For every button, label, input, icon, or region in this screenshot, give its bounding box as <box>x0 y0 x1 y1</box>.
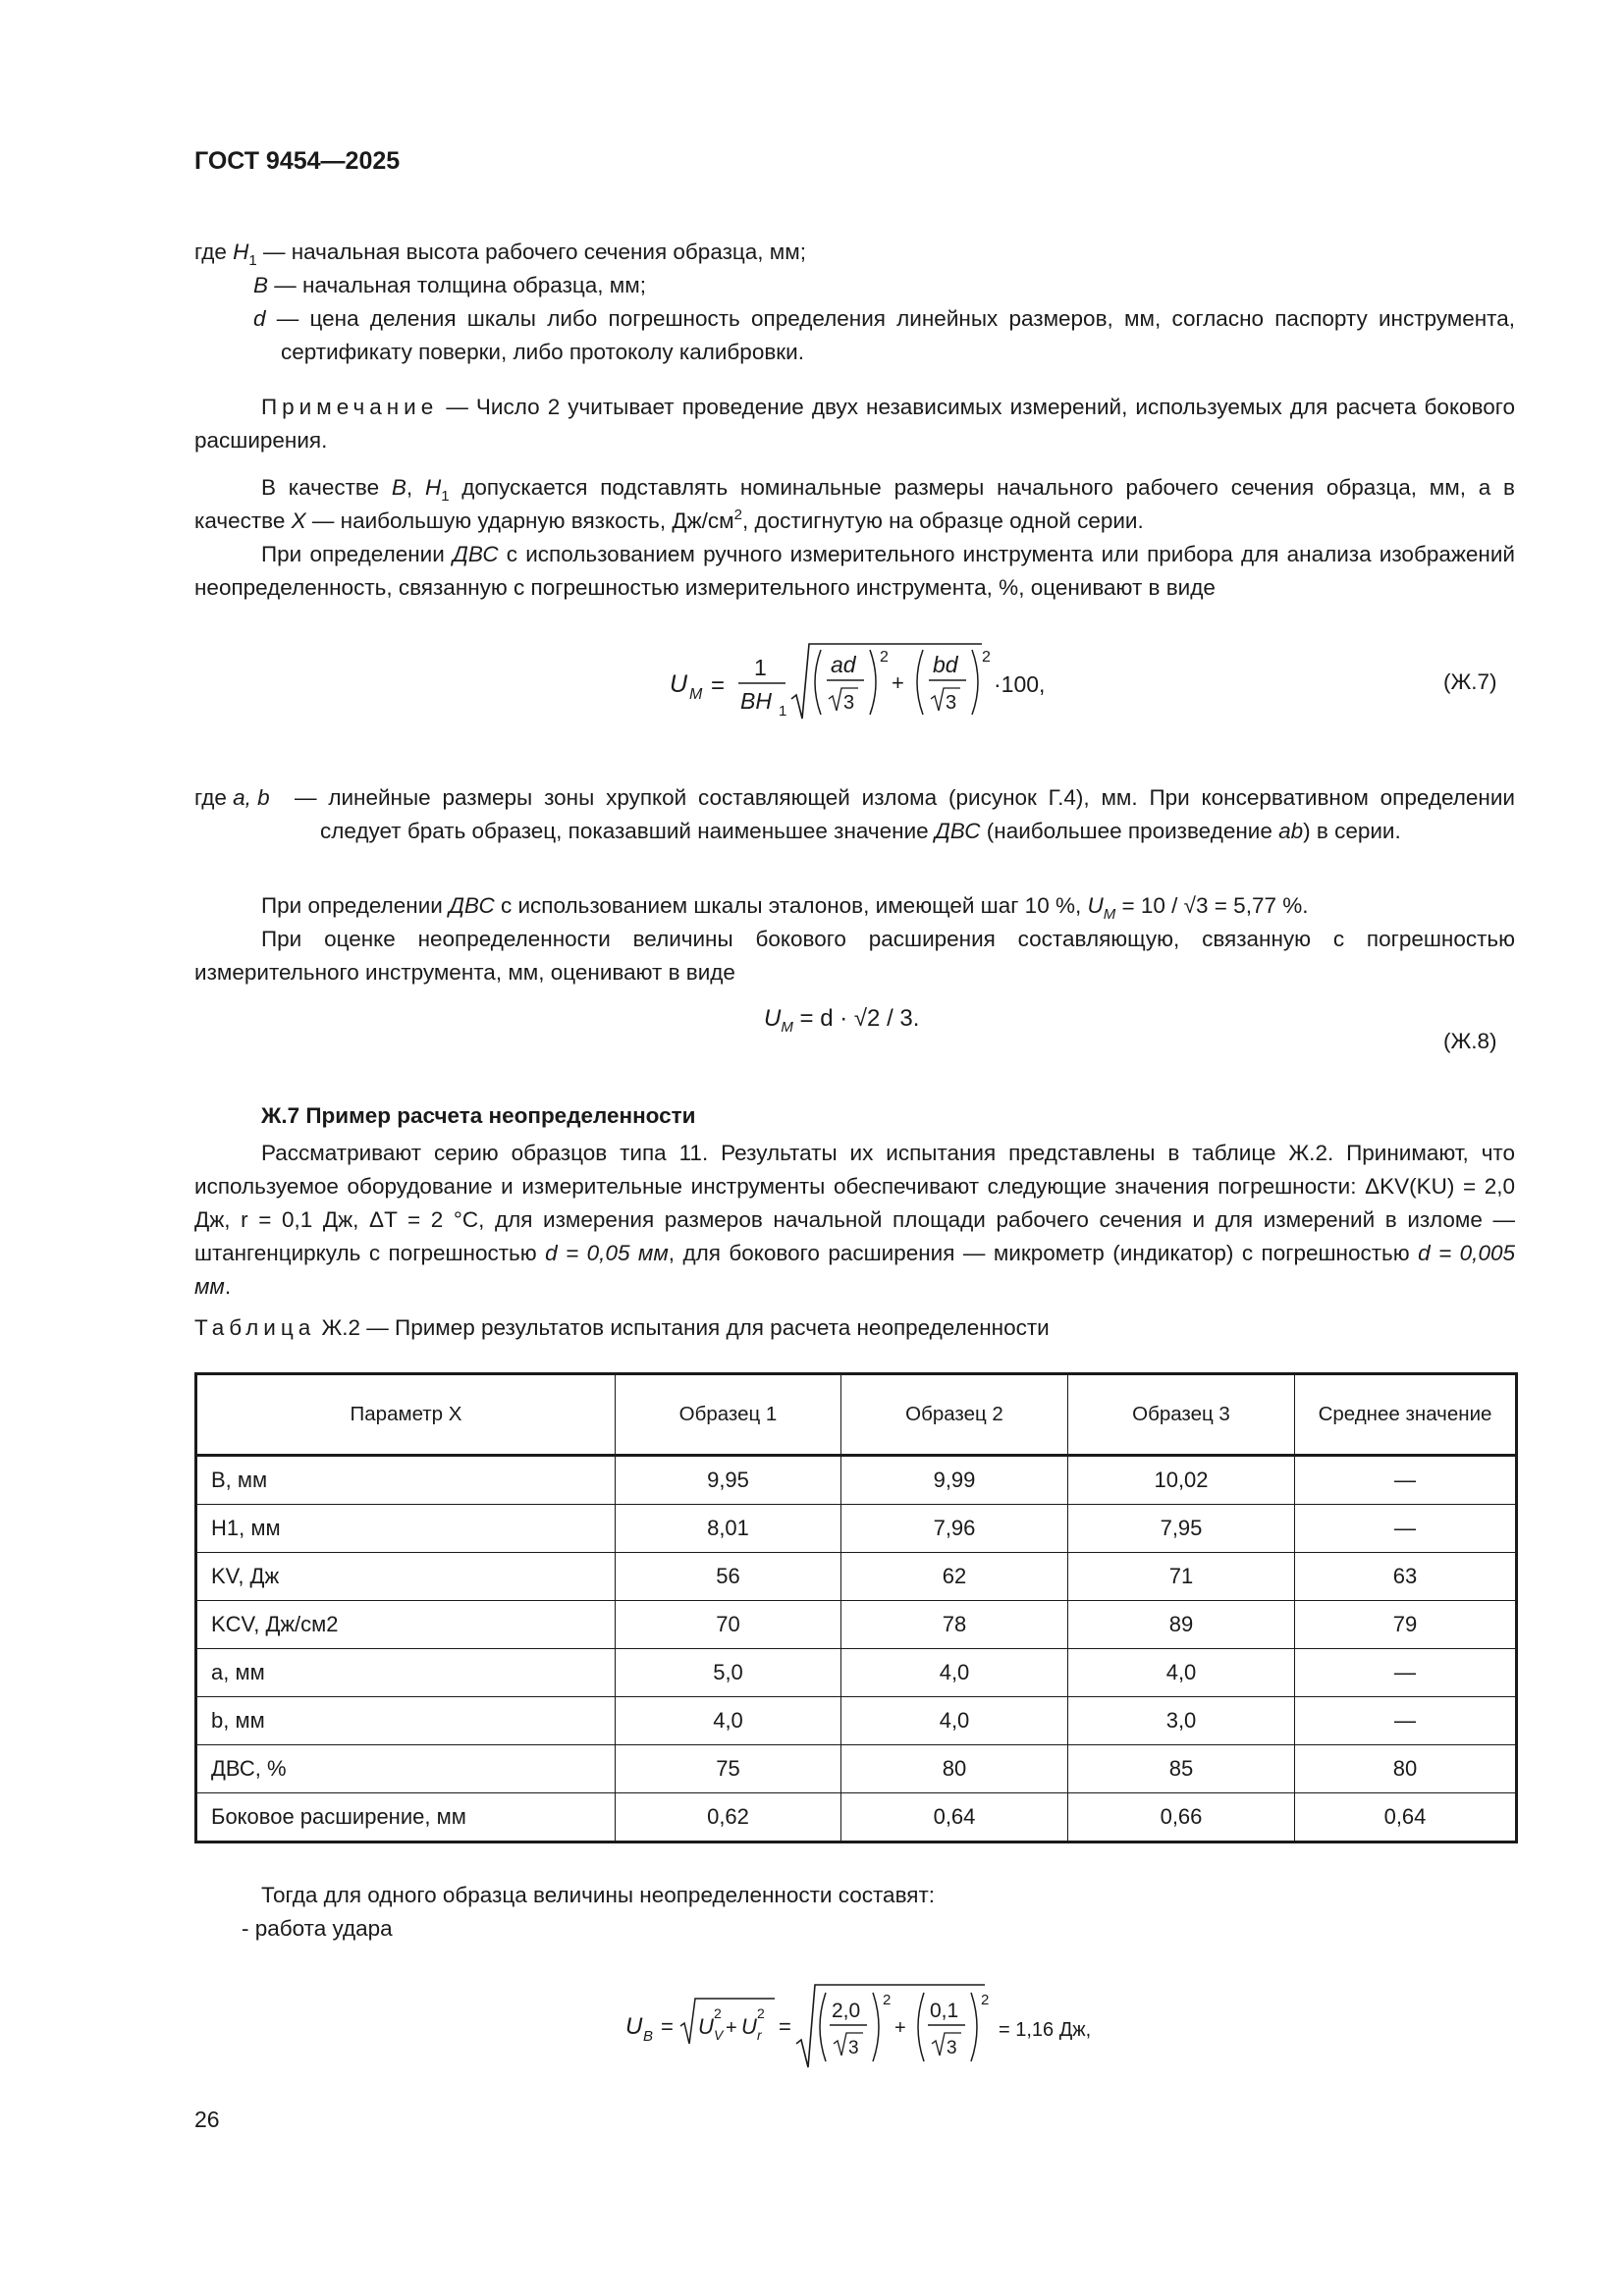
after-table-paragraph: Тогда для одного образца величины неопределенности составят: <box>261 1883 936 1907</box>
cell-v1: 5,0 <box>616 1649 841 1697</box>
eq8-u-sub: M <box>781 1019 793 1036</box>
scale-text-1: При определении <box>261 893 450 918</box>
cell-v3: 7,95 <box>1068 1505 1295 1553</box>
section-paragraph <box>194 1137 1515 1304</box>
scale-u-sub: M <box>1103 906 1116 923</box>
cell-avg: — <box>1295 1649 1517 1697</box>
cell-avg: — <box>1295 1505 1517 1553</box>
note-text: — Число 2 учитывает проведение двух независимых измерений, используемых для расчета бокового расширения. <box>194 395 1515 453</box>
subst-h-sub: 1 <box>441 488 450 505</box>
cell-param: b, мм <box>196 1697 616 1745</box>
eq7-paren-l2 <box>917 650 923 715</box>
scale-u: U <box>1087 893 1104 918</box>
th-param: Параметр X <box>196 1374 616 1456</box>
document-header: ГОСТ 9454—2025 <box>194 147 401 175</box>
definition-d <box>253 302 1515 369</box>
eq7-paren-r2 <box>972 650 978 715</box>
subst-text-3: — наибольшую ударную вязкость, Дж/см <box>305 508 734 533</box>
cell-avg: — <box>1295 1697 1517 1745</box>
table-row <box>196 1793 1517 1842</box>
section-d1: d = 0,05 мм <box>545 1241 669 1265</box>
table-caption <box>194 1311 1050 1345</box>
section-text-3: , для бокового расширения — микрометр (индикатор) с погрешностью <box>668 1241 1419 1265</box>
ub-plus1: + <box>726 2017 737 2039</box>
table-row <box>196 1649 1517 1697</box>
cell-v2: 7,96 <box>841 1505 1068 1553</box>
cell-v1: 75 <box>616 1745 841 1793</box>
cell-v1: 0,62 <box>616 1793 841 1842</box>
cell-param: KCV, Дж/см2 <box>196 1601 616 1649</box>
ub-ur-pow: 2 <box>757 2005 765 2021</box>
table-caption-label: Таблица <box>194 1315 316 1340</box>
ub-ur-sub: r <box>757 2027 762 2043</box>
dvs-text-1: При определении <box>261 542 453 566</box>
impact-work-item: - работа удара <box>242 1916 393 1941</box>
ub-uv-sub: V <box>714 2027 724 2043</box>
scale-paragraph <box>261 889 1308 923</box>
cell-v3: 89 <box>1068 1601 1295 1649</box>
section-text-2: , для измерения размеров начальной площади рабочего сечения и для измерений в изломе — штангенциркуль с погрешностью <box>194 1207 1515 1265</box>
ub-lhs: U <box>625 2013 643 2040</box>
page-number: 26 <box>194 2107 220 2132</box>
note-paragraph <box>194 391 1515 457</box>
equation-zh8 <box>764 1005 920 1036</box>
table-caption-text: Ж.2 — Пример результатов испытания для расчета неопределенности <box>315 1315 1050 1340</box>
table-header-row <box>196 1374 1517 1456</box>
cell-v2: 9,99 <box>841 1456 1068 1505</box>
cell-v3: 4,0 <box>1068 1649 1295 1697</box>
cell-v3: 10,02 <box>1068 1456 1295 1505</box>
cell-v3: 71 <box>1068 1553 1295 1601</box>
ub-eq2: = <box>779 2014 791 2039</box>
cell-v1: 9,95 <box>616 1456 841 1505</box>
cell-avg: 79 <box>1295 1601 1517 1649</box>
cell-v3: 0,66 <box>1068 1793 1295 1842</box>
eq7-lhs: U <box>670 670 688 698</box>
dvs-term: ДВС <box>452 542 499 566</box>
substitution-paragraph: В качестве B, $H_1$ допускается подставлять номинальные размеры начального рабочего сечения образца, мм, а в качестве X — наибольшую ударную вязкость, $Дж/см^2$, достигнутую на образце одной серии. <box>194 475 1515 533</box>
cell-avg: 80 <box>1295 1745 1517 1793</box>
b-definition: — начальная толщина образца, мм; <box>268 273 646 297</box>
section-text-1: Рассматривают серию образцов типа 11. Результаты их испытания представлены в таблице Ж.2. Принимают, что используемое оборудование и измерительные инструменты обеспечивают следующие значения погрешности: <box>194 1141 1515 1199</box>
ub-ur: U <box>741 2014 757 2039</box>
eq7-paren-l1 <box>815 650 821 715</box>
subst-text-1: В качестве <box>261 475 392 500</box>
section-text-4: . <box>224 1274 232 1299</box>
cell-v2: 78 <box>841 1601 1068 1649</box>
ab-text-2: (наибольшее произведение <box>980 819 1279 843</box>
dvs-paragraph <box>194 538 1515 605</box>
ab-product: ab <box>1278 819 1304 843</box>
cell-v3: 85 <box>1068 1745 1295 1793</box>
eq7-number: (Ж.7) <box>1443 669 1497 694</box>
th-sample-2: Образец 2 <box>841 1374 1068 1456</box>
cell-avg: 0,64 <box>1295 1793 1517 1842</box>
scale-dvs: ДВС <box>449 893 495 918</box>
ub-num2: 0,1 <box>930 2000 959 2022</box>
ub-paren-l1 <box>820 1993 826 2061</box>
cell-param: a, мм <box>196 1649 616 1697</box>
eq8-number: (Ж.8) <box>1443 1029 1497 1053</box>
cell-param: ДВС, % <box>196 1745 616 1793</box>
cell-v3: 3,0 <box>1068 1697 1295 1745</box>
ub-plus2: + <box>894 2017 906 2039</box>
definition-ab <box>295 781 1515 848</box>
equation-zh7 <box>648 628 1080 736</box>
ub-paren-l2 <box>918 1993 924 2061</box>
ub-eq1: = <box>661 2014 674 2039</box>
cell-v2: 80 <box>841 1745 1068 1793</box>
results-table <box>194 1372 1518 1843</box>
scale-text-2: с использованием шкалы эталонов, имеющей шаг 10 %, <box>494 893 1082 918</box>
ub-num1: 2,0 <box>832 2000 861 2022</box>
eq7-paren-r1 <box>870 650 876 715</box>
eq7-pow2: 2 <box>982 649 991 666</box>
cell-param: B, мм <box>196 1456 616 1505</box>
ub-lhs-sub: B <box>643 2028 654 2045</box>
ab-definition: — линейные размеры зоны хрупкой составляющей излома (рисунок Г.4), мм. При консервативном определении следует брать образец, показавший наименьшее значение <box>295 785 1515 843</box>
table-row <box>196 1456 1517 1505</box>
th-average: Среднее значение <box>1295 1374 1517 1456</box>
ab-symbols: a, b <box>233 785 270 810</box>
table-row <box>196 1601 1517 1649</box>
cell-v1: 70 <box>616 1601 841 1649</box>
cell-v1: 4,0 <box>616 1697 841 1745</box>
th-sample-3: Образец 3 <box>1068 1374 1295 1456</box>
eq7-bd: bd <box>933 652 958 677</box>
section-uncertainties: ΔKV(KU) = 2,0 Дж, r = 0,1 Дж, ΔT = 2 °C <box>194 1174 1515 1232</box>
eq7-denominator: BH <box>740 688 772 714</box>
cell-avg: — <box>1295 1456 1517 1505</box>
ub-result: = 1,16 Дж, <box>999 2019 1092 2041</box>
dvs-text-2: с использованием ручного измерительного инструмента или прибора для анализа изображений неопределенность, связанную с погрешностью измерительного инструмента, %, оценивают в виде <box>194 542 1515 600</box>
eq7-three-1: 3 <box>843 692 855 714</box>
table-row <box>196 1745 1517 1793</box>
section-title: Ж.7 Пример расчета неопределенности <box>261 1103 696 1128</box>
cell-param: H1, мм <box>196 1505 616 1553</box>
definition-b <box>253 269 646 302</box>
h1-subscript: 1 <box>248 252 257 269</box>
ub-uv: U <box>698 2014 714 2039</box>
eq7-pow1: 2 <box>880 649 889 666</box>
where-word-2: где <box>194 785 227 810</box>
ub-pow1: 2 <box>883 1992 892 2008</box>
where-word: где <box>194 240 227 264</box>
cell-avg: 63 <box>1295 1553 1517 1601</box>
subst-h: H <box>424 475 442 500</box>
h1-definition: — начальная высота рабочего сечения образца, мм; <box>256 240 806 264</box>
ub-paren-r2 <box>971 1993 977 2061</box>
cell-v2: 4,0 <box>841 1649 1068 1697</box>
table-row <box>196 1697 1517 1745</box>
d-symbol: d <box>253 306 266 331</box>
ub-paren-r1 <box>873 1993 879 2061</box>
ub-three-1: 3 <box>848 2038 859 2058</box>
eq7-plus: + <box>892 670 904 695</box>
ab-dvs: ДВС <box>934 819 981 843</box>
scale-formula: = 10 / √3 = 5,77 %. <box>1121 893 1309 918</box>
b-symbol: B <box>253 273 269 297</box>
eq8-u: U <box>764 1005 782 1032</box>
subst-text-4: , достигнутую на образце одной серии. <box>742 508 1144 533</box>
cell-v2: 0,64 <box>841 1793 1068 1842</box>
eq7-numerator: 1 <box>754 655 767 680</box>
section-d2: d = 0,005 мм <box>194 1241 1515 1299</box>
ab-text-3: ) в серии. <box>1303 819 1401 843</box>
lateral-paragraph: При оценке неопределенности величины бокового расширения составляющую, связанную с погрешностью измерительного инструмента, мм, оценивают в виде <box>194 927 1515 985</box>
ub-uv-pow: 2 <box>714 2005 722 2021</box>
cell-v1: 8,01 <box>616 1505 841 1553</box>
eq7-ad: ad <box>831 652 856 677</box>
cell-param: Боковое расширение, мм <box>196 1793 616 1842</box>
th-sample-1: Образец 1 <box>616 1374 841 1456</box>
equation-ub <box>614 1973 1124 2081</box>
subst-text-2: допускается подставлять номинальные размеры начального рабочего сечения образца, мм, а в качестве <box>194 475 1515 533</box>
table-row <box>196 1553 1517 1601</box>
cell-param: KV, Дж <box>196 1553 616 1601</box>
eq7-equals: = <box>711 672 726 699</box>
eq7-tail: ·100, <box>994 671 1046 697</box>
d-definition: — цена деления шкалы либо погрешность определения линейных размеров, мм, согласно паспорту инструмента, сертификату поверки, либо протоколу калибровки. <box>265 306 1515 364</box>
cell-v2: 4,0 <box>841 1697 1068 1745</box>
eq7-three-2: 3 <box>946 692 957 714</box>
eq7-lhs-sub: M <box>689 686 703 703</box>
cell-v2: 62 <box>841 1553 1068 1601</box>
table-row <box>196 1505 1517 1553</box>
ub-pow2: 2 <box>981 1992 990 2008</box>
subst-x: X <box>291 508 306 533</box>
h1-symbol: H <box>233 240 249 264</box>
eq8-expr: = d · √2 / 3. <box>799 1005 920 1032</box>
cell-v1: 56 <box>616 1553 841 1601</box>
definition-ab-where <box>194 781 270 815</box>
subst-b: B <box>391 475 406 500</box>
subst-sup: 2 <box>733 507 742 523</box>
eq7-den-sub: 1 <box>779 703 787 720</box>
definition-h1 <box>194 236 806 269</box>
ub-three-2: 3 <box>947 2038 957 2058</box>
note-label: Примечание <box>261 395 439 419</box>
